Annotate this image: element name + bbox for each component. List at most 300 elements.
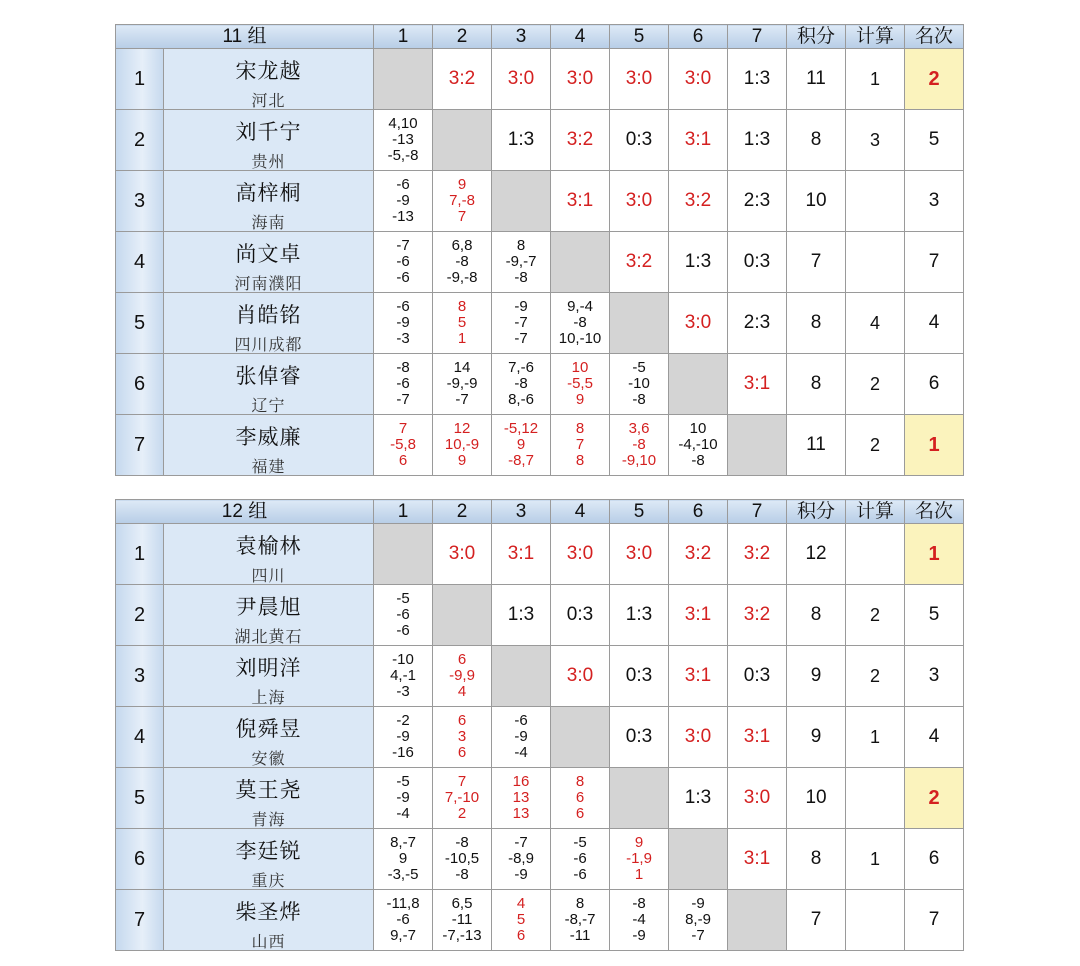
score-line: -6 [396,269,410,286]
score-line: -9 [396,192,410,209]
calc-value: 2 [846,585,905,646]
score-line: -8 [455,866,469,883]
score-line: -4,-10 [678,436,718,453]
self-match-cell [551,707,610,768]
score-line: -3 [396,683,410,700]
row-number: 1 [116,524,164,585]
self-match-cell [492,171,551,232]
score-line: -8 [632,391,646,408]
self-match-cell [374,49,433,110]
score-line: -10 [628,375,650,392]
score-line: -9 [396,728,410,745]
player-name: 尹晨旭 [235,595,302,619]
match-score-detail [433,768,492,829]
score-line: 8 [575,452,585,469]
score-line: 6 [575,789,585,806]
score-line: -7 [514,330,528,347]
score-line: 4 [457,683,467,700]
col-header-rank: 名次 [905,500,964,524]
score-line: -8 [573,314,587,331]
col-header-4: 4 [551,500,610,524]
match-result: 3:1 [669,585,728,646]
score-line: 10 [689,420,707,437]
rank-value: 5 [905,585,964,646]
match-score-detail [551,293,610,354]
score-line: -9 [514,866,528,883]
score-line: -9 [691,895,705,912]
player-province: 湖北黄石 [234,627,303,646]
score-line: -10 [392,651,414,668]
col-header-2: 2 [433,25,492,49]
match-result: 3:0 [669,293,728,354]
score-line: 8 [457,298,467,315]
score-line: 6 [398,452,408,469]
score-line: -6 [396,298,410,315]
col-header-6: 6 [669,500,728,524]
score-line: 1 [634,866,644,883]
score-line: 10 [571,359,589,376]
match-score-detail [374,110,433,171]
col-header-3: 3 [492,25,551,49]
score-line: -3,-5 [387,866,419,883]
match-result: 3:1 [669,110,728,171]
row-number: 2 [116,110,164,171]
header-row [116,25,964,49]
player-cell [164,232,374,293]
match-score-detail [433,415,492,476]
player-name: 李廷锐 [235,839,302,863]
match-result: 3:0 [551,524,610,585]
calc-value: 2 [846,354,905,415]
player-province: 四川成都 [234,335,303,354]
score-line: -10,5 [444,850,480,867]
player-province: 河南濮阳 [234,274,303,293]
score-line: -9 [632,927,646,944]
score-line: 14 [453,359,471,376]
self-match-cell [669,829,728,890]
match-result: 1:3 [492,585,551,646]
points-value: 8 [787,829,846,890]
score-line: -9,10 [621,452,657,469]
match-score-detail [374,415,433,476]
rank-value: 7 [905,890,964,951]
match-score-detail [433,707,492,768]
player-cell [164,585,374,646]
player-cell [164,110,374,171]
match-score-detail [433,646,492,707]
score-line: 3,6 [628,420,650,437]
group-11-table-wrap [115,24,964,476]
rank-value: 4 [905,293,964,354]
match-result: 3:0 [551,646,610,707]
points-value: 8 [787,293,846,354]
match-result: 1:3 [492,110,551,171]
score-line: 9 [398,850,408,867]
row-number: 7 [116,415,164,476]
score-line: -5 [632,359,646,376]
score-line: -11 [451,911,473,928]
score-line: -8 [514,269,528,286]
score-line: -8 [455,834,469,851]
score-line: -8 [514,375,528,392]
score-line: 2 [457,805,467,822]
row-number: 4 [116,232,164,293]
match-result: 3:0 [669,707,728,768]
group-12-table-wrap [115,499,964,951]
match-score-detail [374,171,433,232]
match-result: 1:3 [728,110,787,171]
points-value: 7 [787,232,846,293]
player-cell [164,49,374,110]
player-cell [164,415,374,476]
match-score-detail [433,354,492,415]
rank-value: 3 [905,171,964,232]
player-name: 倪舜昱 [235,717,302,741]
player-name: 刘明洋 [235,656,302,680]
match-result: 2:3 [728,171,787,232]
rank-value: 7 [905,232,964,293]
player-province: 贵州 [251,152,286,171]
group-11-table [115,24,964,476]
score-line: 5 [457,314,467,331]
match-score-detail [433,890,492,951]
player-province: 福建 [251,457,286,476]
score-line: -8 [691,452,705,469]
score-line: 5 [516,911,526,928]
player-name: 张倬睿 [235,364,302,388]
match-score-detail [492,768,551,829]
player-province: 上海 [251,688,286,707]
rank-value: 2 [905,49,964,110]
score-line: 8,-6 [508,391,534,408]
calc-value [846,768,905,829]
score-line: -2 [396,712,410,729]
player-row [116,890,964,951]
player-row [116,585,964,646]
match-score-detail [374,354,433,415]
score-line: 8 [575,420,585,437]
score-line: 7 [457,208,467,225]
calc-value: 4 [846,293,905,354]
player-cell [164,890,374,951]
score-line: -9 [396,789,410,806]
player-row [116,110,964,171]
match-score-detail [551,354,610,415]
match-result: 3:0 [551,49,610,110]
row-number: 4 [116,707,164,768]
player-cell [164,646,374,707]
score-line: 1 [457,330,467,347]
row-number: 3 [116,171,164,232]
self-match-cell [374,524,433,585]
row-number: 1 [116,49,164,110]
calc-value: 3 [846,110,905,171]
match-score-detail [669,415,728,476]
score-line: 4 [516,895,526,912]
score-line: -5,12 [503,420,539,437]
score-line: -1,9 [626,850,652,867]
score-line: 7,-6 [508,359,534,376]
match-result: 3:2 [728,585,787,646]
col-header-1: 1 [374,500,433,524]
score-line: -8 [396,359,410,376]
score-line: -4 [632,911,646,928]
row-number: 6 [116,354,164,415]
self-match-cell [728,415,787,476]
score-line: -8 [632,436,646,453]
col-header-5: 5 [610,25,669,49]
match-result: 3:2 [669,171,728,232]
score-line: -6 [396,253,410,270]
score-line: -8,9 [508,850,534,867]
score-line: -11 [569,927,591,944]
match-result: 2:3 [728,293,787,354]
score-line: 7,-8 [449,192,475,209]
score-line: 6 [575,805,585,822]
match-score-detail [551,768,610,829]
score-line: -13 [392,131,414,148]
player-row [116,415,964,476]
score-line: 8,-9 [685,911,711,928]
player-row [116,171,964,232]
player-row [116,768,964,829]
match-result: 3:2 [610,232,669,293]
header-row [116,500,964,524]
score-line: 4,10 [388,115,418,132]
col-header-7: 7 [728,25,787,49]
score-line: -6 [396,375,410,392]
score-line: -7 [396,237,410,254]
player-name: 尚文卓 [235,242,302,266]
score-line: -7,-13 [442,927,482,944]
self-match-cell [610,293,669,354]
score-line: 6,5 [451,895,473,912]
match-score-detail [374,829,433,890]
match-score-detail [610,829,669,890]
score-line: 9,-7 [390,927,416,944]
score-line: -5 [573,834,587,851]
score-line: -9 [396,314,410,331]
score-line: -8,7 [508,452,534,469]
match-score-detail [374,707,433,768]
score-line: -9 [514,298,528,315]
player-province: 重庆 [251,871,286,890]
match-result: 0:3 [610,110,669,171]
match-result: 3:0 [610,171,669,232]
calc-value [846,171,905,232]
calc-value [846,524,905,585]
self-match-cell [492,646,551,707]
match-score-detail [433,171,492,232]
score-line: 7 [575,436,585,453]
calc-value: 2 [846,646,905,707]
col-header-5: 5 [610,500,669,524]
score-line: 9 [516,436,526,453]
match-score-detail [374,646,433,707]
score-line: 10,-9 [444,436,480,453]
score-line: 6,8 [451,237,473,254]
match-score-detail [551,415,610,476]
match-score-detail [374,293,433,354]
score-line: 3 [457,728,467,745]
match-score-detail [551,829,610,890]
points-value: 8 [787,585,846,646]
player-row [116,707,964,768]
col-header-1: 1 [374,25,433,49]
player-row [116,354,964,415]
match-score-detail [551,890,610,951]
player-province: 安徽 [251,749,286,768]
points-value: 11 [787,415,846,476]
player-name: 柴圣烨 [235,900,302,924]
rank-value: 6 [905,829,964,890]
score-line: 6 [457,712,467,729]
match-score-detail [610,354,669,415]
match-score-detail [492,293,551,354]
calc-value: 2 [846,415,905,476]
col-header-points: 积分 [787,25,846,49]
self-match-cell [610,768,669,829]
score-line: 8 [516,237,526,254]
points-value: 11 [787,49,846,110]
calc-value: 1 [846,49,905,110]
score-line: -5,5 [567,375,593,392]
player-province: 辽宁 [251,396,286,415]
score-line: -7 [514,834,528,851]
score-line: -9,-9 [446,375,478,392]
match-score-detail [669,890,728,951]
score-line: -8 [455,253,469,270]
player-name: 袁榆林 [235,534,302,558]
match-result: 0:3 [551,585,610,646]
player-name: 李威廉 [235,425,302,449]
score-line: -7 [691,927,705,944]
score-line: -6 [514,712,528,729]
points-value: 7 [787,890,846,951]
score-line: 9 [457,176,467,193]
match-score-detail [433,232,492,293]
match-score-detail [492,415,551,476]
score-line: 7 [398,420,408,437]
rank-value: 4 [905,707,964,768]
match-result: 3:1 [669,646,728,707]
match-result: 3:2 [669,524,728,585]
player-province: 青海 [251,810,286,829]
row-number: 7 [116,890,164,951]
col-header-6: 6 [669,25,728,49]
player-name: 宋龙越 [235,59,302,83]
calc-value [846,890,905,951]
row-number: 5 [116,768,164,829]
score-line: -3 [396,330,410,347]
score-line: 9 [634,834,644,851]
points-value: 10 [787,171,846,232]
match-result: 3:0 [433,524,492,585]
player-cell [164,524,374,585]
match-result: 1:3 [669,768,728,829]
score-line: 8,-7 [390,834,416,851]
match-score-detail [492,829,551,890]
score-line: -11,8 [386,895,420,912]
player-cell [164,354,374,415]
score-line: 13 [512,789,530,806]
player-province: 山西 [251,932,286,951]
score-line: -6 [396,606,410,623]
score-line: -5 [396,773,410,790]
match-result: 1:3 [669,232,728,293]
player-name: 肖皓铭 [235,303,302,327]
points-value: 9 [787,646,846,707]
match-score-detail [610,415,669,476]
points-value: 8 [787,110,846,171]
score-line: 10,-10 [558,330,602,347]
points-value: 9 [787,707,846,768]
match-result: 3:0 [610,524,669,585]
score-line: 9 [575,391,585,408]
match-result: 3:1 [728,829,787,890]
rank-value: 6 [905,354,964,415]
player-name: 刘千宁 [235,120,302,144]
rank-value: 1 [905,415,964,476]
match-result: 3:1 [551,171,610,232]
match-result: 3:0 [669,49,728,110]
player-province: 四川 [251,566,286,585]
score-line: -8 [632,895,646,912]
self-match-cell [669,354,728,415]
match-result: 3:1 [492,524,551,585]
match-score-detail [492,354,551,415]
col-header-2: 2 [433,500,492,524]
score-line: -4 [396,805,410,822]
player-cell [164,768,374,829]
match-result: 1:3 [728,49,787,110]
points-value: 10 [787,768,846,829]
player-row [116,829,964,890]
match-result: 3:2 [551,110,610,171]
player-row [116,49,964,110]
rank-value: 2 [905,768,964,829]
col-header-4: 4 [551,25,610,49]
match-score-detail [374,768,433,829]
player-row [116,524,964,585]
score-line: 9,-4 [567,298,593,315]
col-header-rank: 名次 [905,25,964,49]
score-line: -6 [396,911,410,928]
score-line: -9,-8 [446,269,478,286]
match-score-detail [492,707,551,768]
player-name: 高梓桐 [235,181,302,205]
col-header-3: 3 [492,500,551,524]
score-line: -6 [396,176,410,193]
rank-value: 3 [905,646,964,707]
match-result: 0:3 [728,646,787,707]
self-match-cell [551,232,610,293]
match-result: 0:3 [610,707,669,768]
player-row [116,293,964,354]
score-line: 4,-1 [390,667,416,684]
score-line: 12 [453,420,471,437]
match-result: 3:0 [610,49,669,110]
group-title: 12 组 [116,500,374,524]
match-result: 3:0 [492,49,551,110]
score-line: -13 [392,208,414,225]
col-header-points: 积分 [787,500,846,524]
score-line: 6 [457,651,467,668]
match-score-detail [374,232,433,293]
score-line: -5,8 [390,436,416,453]
row-number: 3 [116,646,164,707]
player-cell [164,171,374,232]
